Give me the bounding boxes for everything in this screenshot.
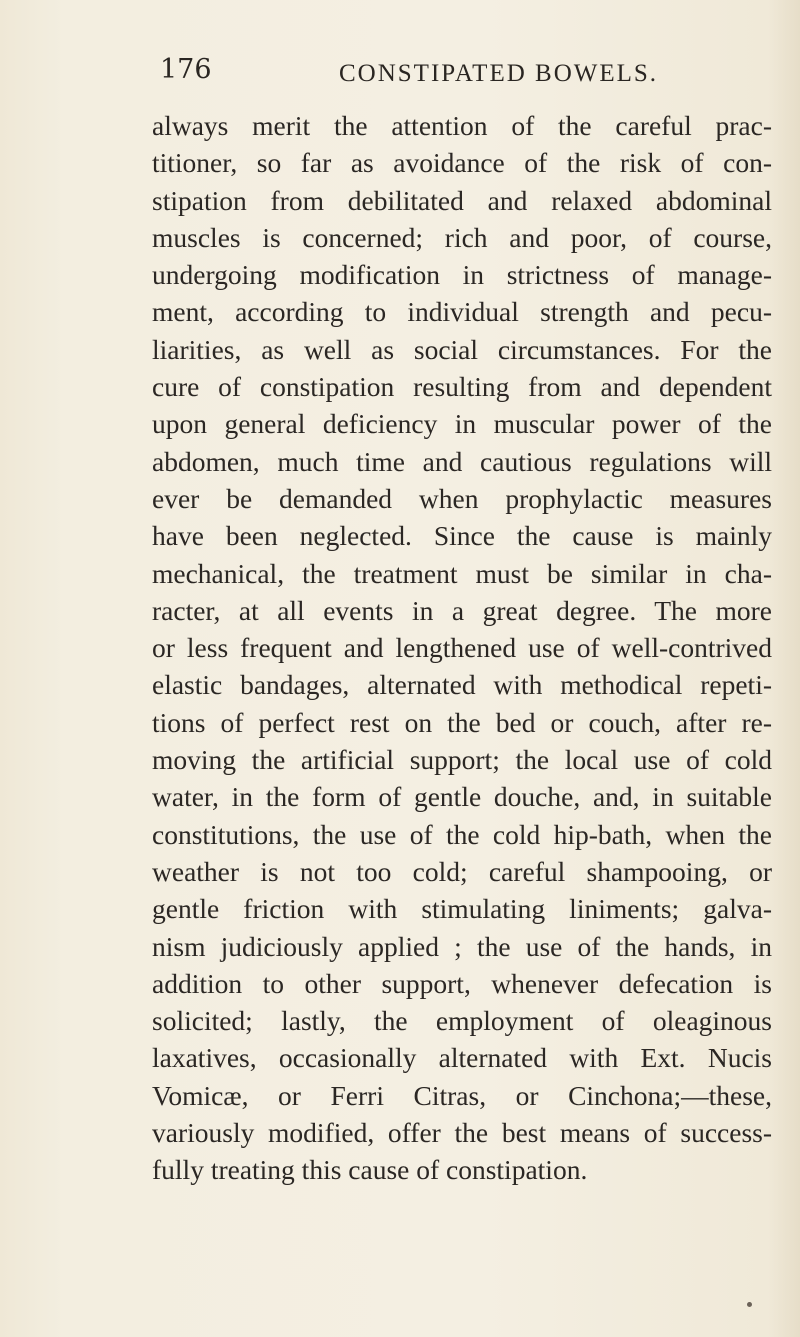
text-line: undergoing modification in strictness of manage- [152,259,772,291]
text-line: tions of perfect rest on the bed or couch, after re- [152,706,772,738]
text-line: nism judiciously applied ; the use of the hands, in [152,930,772,962]
text-line: upon general deficiency in muscular power of the [152,408,772,440]
text-line: weather is not too cold; careful shampooing, or [152,855,772,887]
text-line: titioner, so far as avoidance of the risk of con- [152,147,772,179]
text-line: Vomicæ, or Ferri Citras, or Cinchona;—these, [152,1079,772,1111]
text-line: gentle friction with stimulating liniments; galva- [152,893,772,925]
text-line: elastic bandages, alternated with methodical repeti- [152,669,772,701]
text-line: muscles is concerned; rich and poor, of course, [152,221,772,253]
text-line: constitutions, the use of the cold hip-bath, when the [152,818,772,850]
text-line: addition to other support, whenever defecation is [152,967,772,999]
text-line: fully treating this cause of constipation. [152,1154,588,1186]
text-line: ever be demanded when prophylactic measures [152,482,772,514]
text-line: always merit the attention of the careful prac- [152,110,772,141]
text-line: ment, according to individual strength and pecu- [152,296,772,328]
text-line: racter, at all events in a great degree. The more [152,594,772,626]
text-line: cure of constipation resulting from and dependent [152,371,772,403]
page-header [0,54,800,94]
body-paragraph [152,107,772,1189]
text-line: mechanical, the treatment must be similar in cha- [152,557,772,589]
text-line: variously modified, offer the best means of success- [152,1117,772,1149]
text-line: stipation from debilitated and relaxed abdominal [152,184,772,216]
text-line: solicited; lastly, the employment of oleaginous [152,1005,772,1037]
text-line: laxatives, occasionally alternated with Ext. Nucis [152,1042,772,1074]
text-line: or less frequent and lengthened use of well-contrived [152,632,772,664]
page-number: 176 [160,54,212,85]
running-head: CONSTIPATED BOWELS. [339,60,659,87]
text-line: moving the artificial support; the local use of cold [152,744,772,776]
text-line: liarities, as well as social circumstances. For the [152,333,772,365]
text-line: have been neglected. Since the cause is mainly [152,520,772,552]
text-line: water, in the form of gentle douche, and, in suitable [152,781,772,813]
ink-speck [747,1302,752,1307]
text-line: abdomen, much time and cautious regulations will [152,445,772,477]
